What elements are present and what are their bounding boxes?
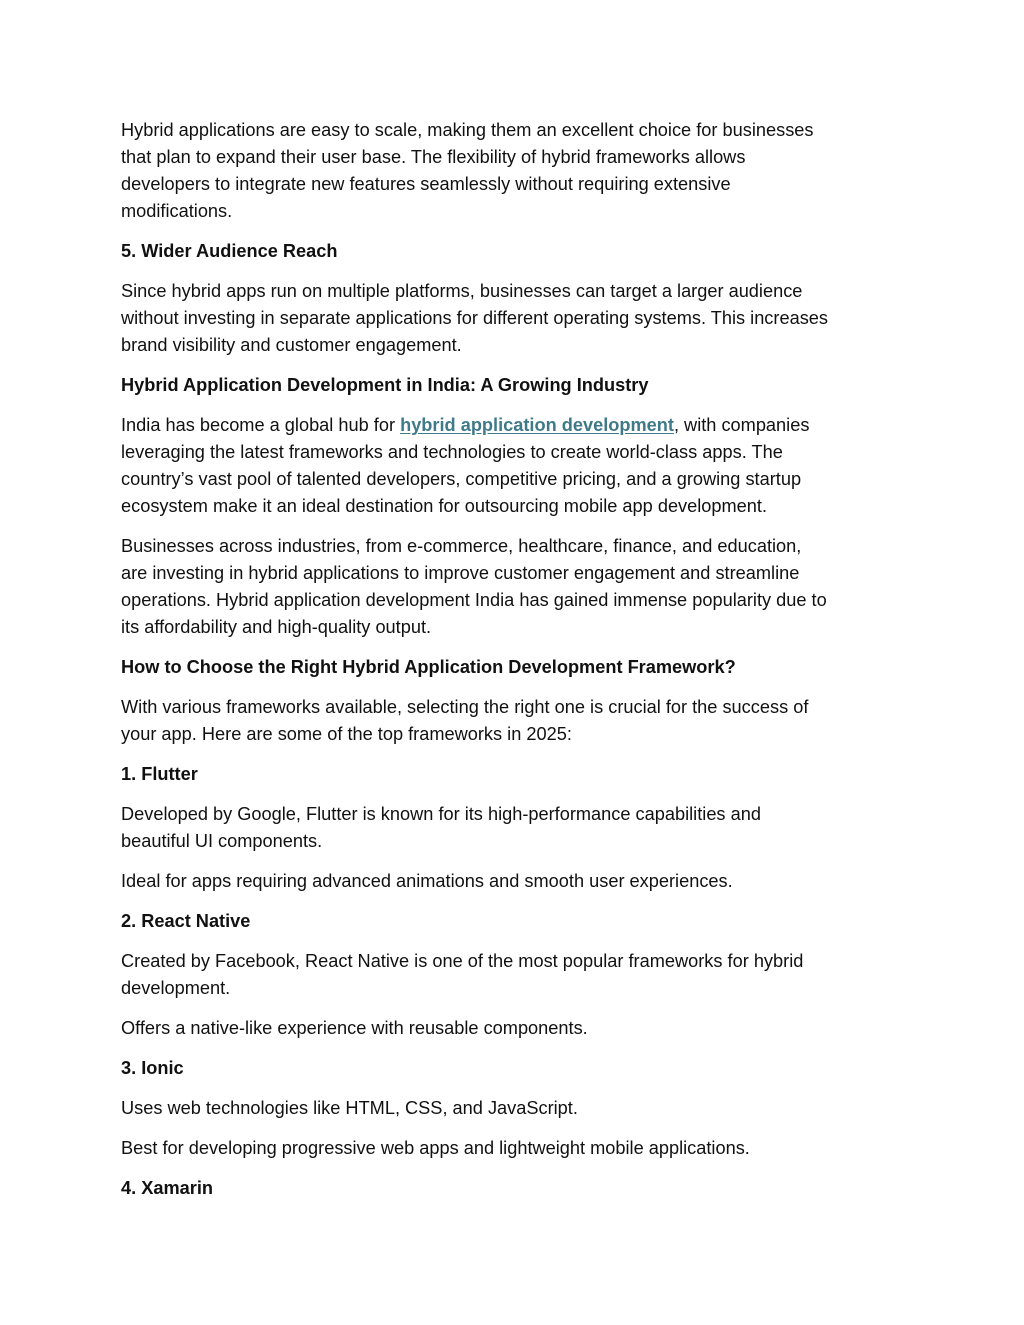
heading-choose-framework: How to Choose the Right Hybrid Application Development Framework?	[121, 657, 736, 677]
paragraph-ionic-best-for: Best for developing progressive web apps and lightweight mobile applications.	[121, 1138, 750, 1158]
heading-xamarin: 4. Xamarin	[121, 1178, 213, 1198]
heading-wider-audience-reach: 5. Wider Audience Reach	[121, 241, 338, 261]
heading-hybrid-development-india: Hybrid Application Development in India: A Growing Industry	[121, 375, 649, 395]
hybrid-app-development-link[interactable]: hybrid application development	[400, 415, 674, 435]
paragraph-flutter-description: Developed by Google, Flutter is known for its high-performance capabilities and beautiful UI components.	[121, 804, 761, 851]
paragraph-react-native-description: Created by Facebook, React Native is one of the most popular frameworks for hybrid development.	[121, 951, 804, 998]
paragraph-ionic-uses: Uses web technologies like HTML, CSS, and JavaScript.	[121, 1098, 578, 1118]
paragraph-choose-framework: With various frameworks available, selecting the right one is crucial for the success of your app. Here are some of the top frameworks in 2025:	[121, 697, 809, 744]
paragraph-flutter-ideal: Ideal for apps requiring advanced animations and smooth user experiences.	[121, 871, 733, 891]
paragraph-wider-audience-reach: Since hybrid apps run on multiple platforms, businesses can target a larger audience without investing in separate applications for different operating systems. This increases brand visibility and customer engagement.	[121, 281, 828, 355]
paragraph-india-hub	[121, 412, 911, 520]
paragraph-industries: Businesses across industries, from e-commerce, healthcare, finance, and education, are investing in hybrid applications to improve customer engagement and streamline operations. Hybrid application development India has gained immense popularity due to its affordability and high-quality output.	[121, 536, 827, 637]
paragraph-india-hub-rest: , with companies leveraging the latest frameworks and technologies to create world-class apps. The country’s vast pool of talented developers, competitive pricing, and a growing startup ecosystem make it an ideal destination for outsourcing mobile app development.	[121, 415, 810, 516]
heading-flutter: 1. Flutter	[121, 764, 198, 784]
paragraph-india-hub-lead: India has become a global hub for	[121, 415, 401, 435]
heading-ionic: 3. Ionic	[121, 1058, 184, 1078]
paragraph-react-native-offers: Offers a native-like experience with reusable components.	[121, 1018, 588, 1038]
document-page	[121, 117, 911, 1215]
paragraph-scalability: Hybrid applications are easy to scale, making them an excellent choice for businesses that plan to expand their user base. The flexibility of hybrid frameworks allows developers to integrate new features seamlessly without requiring extensive modifications.	[121, 120, 814, 221]
heading-react-native: 2. React Native	[121, 911, 251, 931]
